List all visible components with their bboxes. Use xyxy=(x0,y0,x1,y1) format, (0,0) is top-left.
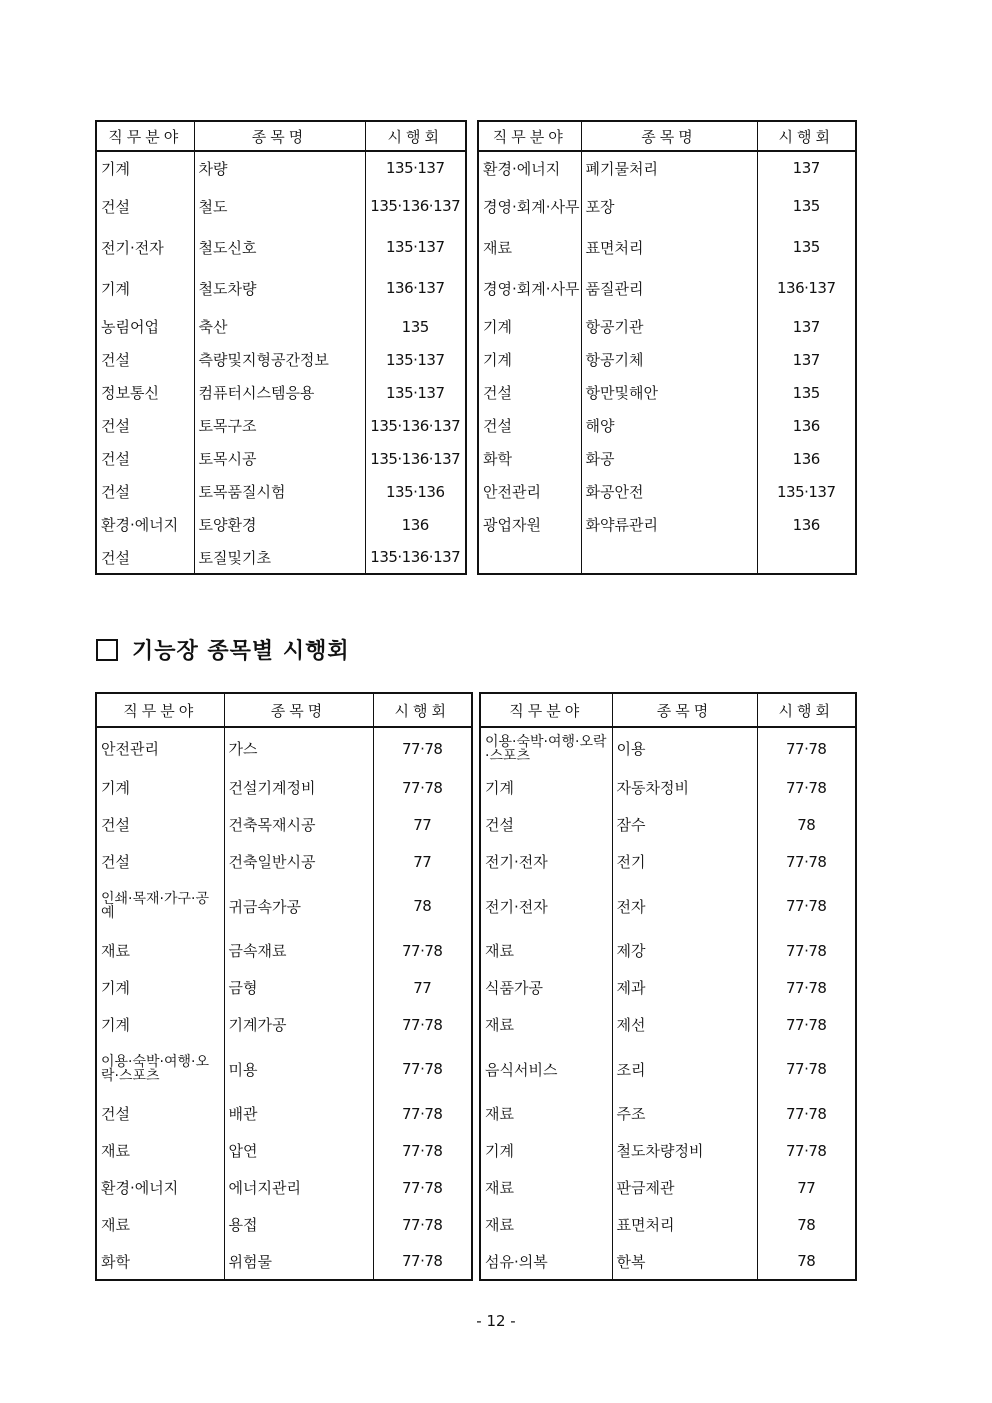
cell-item-name: 표면처리 xyxy=(612,1206,757,1243)
cell-item-name: 포장 xyxy=(581,184,757,228)
table-row xyxy=(96,442,466,475)
table-row xyxy=(96,1243,472,1280)
cell-field: 건설 xyxy=(96,184,194,228)
table-row xyxy=(96,1006,472,1043)
cell-rounds: 77 xyxy=(757,1169,856,1206)
table-row xyxy=(96,1169,472,1206)
cell-rounds: 135·137 xyxy=(365,376,466,409)
table-row xyxy=(480,769,856,806)
cell-item-name: 철도 xyxy=(194,184,365,228)
cell-item-name: 위험물 xyxy=(224,1243,373,1280)
header-field: 직무분야 xyxy=(96,693,224,727)
cell-field: 재료 xyxy=(480,932,612,969)
table-row xyxy=(478,376,856,409)
cell-item-name: 전자 xyxy=(612,880,757,932)
cell-rounds: 77·78 xyxy=(757,769,856,806)
table-row xyxy=(478,508,856,541)
table-row xyxy=(96,1132,472,1169)
cell-rounds: 77·78 xyxy=(373,1006,472,1043)
cell-field: 건설 xyxy=(96,442,194,475)
cell-item-name: 판금제관 xyxy=(612,1169,757,1206)
header-rounds: 시행회 xyxy=(757,121,856,151)
cell-rounds: 77 xyxy=(373,843,472,880)
header-item-name: 종목명 xyxy=(224,693,373,727)
cell-field: 재료 xyxy=(96,1206,224,1243)
cell-item-name: 측량및지형공간정보 xyxy=(194,343,365,376)
section-title: 기능장 종목별 시행회 xyxy=(132,638,350,664)
cell-rounds: 78 xyxy=(373,880,472,932)
cell-rounds: 136·137 xyxy=(365,266,466,310)
cell-item-name: 자동차정비 xyxy=(612,769,757,806)
header-field: 직무분야 xyxy=(96,121,194,151)
cell-field: 건설 xyxy=(96,1095,224,1132)
cell-item-name: 제과 xyxy=(612,969,757,1006)
table-row xyxy=(480,1243,856,1280)
top-left-table xyxy=(95,120,467,575)
cell-field: 기계 xyxy=(478,310,581,343)
cell-field: 재료 xyxy=(480,1206,612,1243)
table-row xyxy=(478,310,856,343)
table-row xyxy=(96,266,466,310)
cell-rounds: 77·78 xyxy=(373,1095,472,1132)
table-row xyxy=(480,843,856,880)
cell-item-name: 폐기물처리 xyxy=(581,151,757,184)
cell-item-name: 에너지관리 xyxy=(224,1169,373,1206)
cell-rounds: 135 xyxy=(757,184,856,228)
cell-item-name: 이용 xyxy=(612,727,757,769)
cell-rounds: 136 xyxy=(757,409,856,442)
cell-item-name: 화약류관리 xyxy=(581,508,757,541)
table-row xyxy=(480,1132,856,1169)
cell-field: 재료 xyxy=(96,1132,224,1169)
table-row xyxy=(96,843,472,880)
cell-rounds: 77·78 xyxy=(757,932,856,969)
cell-field: 건설 xyxy=(96,409,194,442)
cell-field xyxy=(478,541,581,574)
header-item-name: 종목명 xyxy=(612,693,757,727)
cell-field: 건설 xyxy=(96,343,194,376)
table-row xyxy=(480,1006,856,1043)
header-field: 직무분야 xyxy=(478,121,581,151)
cell-field: 정보통신 xyxy=(96,376,194,409)
cell-item-name: 가스 xyxy=(224,727,373,769)
header-item-name: 종목명 xyxy=(581,121,757,151)
table-row xyxy=(478,475,856,508)
cell-rounds: 77·78 xyxy=(373,1043,472,1095)
cell-item-name: 건축일반시공 xyxy=(224,843,373,880)
cell-field: 기계 xyxy=(96,969,224,1006)
table-row xyxy=(478,266,856,310)
cell-rounds: 135·137 xyxy=(757,475,856,508)
cell-rounds: 136·137 xyxy=(757,266,856,310)
table-row xyxy=(480,969,856,1006)
table-row xyxy=(96,1206,472,1243)
cell-item-name: 화공 xyxy=(581,442,757,475)
cell-item-name: 항만및해안 xyxy=(581,376,757,409)
cell-item-name: 배관 xyxy=(224,1095,373,1132)
cell-rounds: 137 xyxy=(757,343,856,376)
cell-item-name xyxy=(581,541,757,574)
table-row xyxy=(96,969,472,1006)
cell-field: 기계 xyxy=(96,266,194,310)
cell-item-name: 건축목재시공 xyxy=(224,806,373,843)
table-row xyxy=(96,1043,472,1095)
cell-item-name: 전기 xyxy=(612,843,757,880)
cell-field: 인쇄·목재·가구·공예 xyxy=(96,880,224,932)
cell-item-name: 토목구조 xyxy=(194,409,365,442)
table-row xyxy=(478,541,856,574)
cell-item-name: 토양환경 xyxy=(194,508,365,541)
table-row xyxy=(480,880,856,932)
cell-item-name: 항공기관 xyxy=(581,310,757,343)
cell-field: 건설 xyxy=(96,806,224,843)
cell-field: 환경·에너지 xyxy=(96,1169,224,1206)
table-row xyxy=(480,806,856,843)
cell-rounds: 77·78 xyxy=(757,969,856,1006)
cell-item-name: 잠수 xyxy=(612,806,757,843)
cell-field: 이용·숙박·여행·오락·스포츠 xyxy=(96,1043,224,1095)
cell-rounds: 77·78 xyxy=(373,1169,472,1206)
table-row xyxy=(96,475,466,508)
cell-field: 환경·에너지 xyxy=(478,151,581,184)
cell-field: 광업자원 xyxy=(478,508,581,541)
table-row xyxy=(96,1095,472,1132)
cell-field: 경영·회계·사무 xyxy=(478,184,581,228)
cell-item-name: 금형 xyxy=(224,969,373,1006)
table-row xyxy=(478,343,856,376)
cell-item-name: 건설기계정비 xyxy=(224,769,373,806)
cell-rounds: 135·136·137 xyxy=(365,409,466,442)
cell-item-name: 축산 xyxy=(194,310,365,343)
cell-rounds: 77·78 xyxy=(757,1006,856,1043)
checkbox-square-icon xyxy=(96,639,118,661)
cell-rounds: 77·78 xyxy=(373,1243,472,1280)
cell-rounds: 78 xyxy=(757,1206,856,1243)
cell-field: 기계 xyxy=(96,151,194,184)
cell-field: 기계 xyxy=(96,1006,224,1043)
cell-item-name: 철도신호 xyxy=(194,228,365,266)
cell-field: 화학 xyxy=(96,1243,224,1280)
table-row xyxy=(478,442,856,475)
cell-item-name: 압연 xyxy=(224,1132,373,1169)
cell-field: 건설 xyxy=(96,843,224,880)
section-heading xyxy=(96,634,350,665)
table-row xyxy=(478,184,856,228)
cell-field: 전기·전자 xyxy=(480,880,612,932)
cell-item-name: 철도차량 xyxy=(194,266,365,310)
cell-rounds: 77·78 xyxy=(373,727,472,769)
table-row xyxy=(96,343,466,376)
bottom-right-table xyxy=(479,692,857,1281)
table-row xyxy=(480,1043,856,1095)
cell-field: 농림어업 xyxy=(96,310,194,343)
cell-item-name: 표면처리 xyxy=(581,228,757,266)
cell-item-name: 귀금속가공 xyxy=(224,880,373,932)
table-row xyxy=(96,184,466,228)
table-row xyxy=(480,1169,856,1206)
cell-item-name: 주조 xyxy=(612,1095,757,1132)
cell-item-name: 화공안전 xyxy=(581,475,757,508)
table-row xyxy=(96,541,466,574)
cell-rounds: 77·78 xyxy=(757,727,856,769)
cell-field: 전기·전자 xyxy=(96,228,194,266)
cell-field: 건설 xyxy=(96,541,194,574)
cell-item-name: 제강 xyxy=(612,932,757,969)
cell-rounds: 135·137 xyxy=(365,151,466,184)
cell-field: 화학 xyxy=(478,442,581,475)
table-row xyxy=(480,1206,856,1243)
header-rounds: 시행회 xyxy=(373,693,472,727)
cell-rounds: 135·137 xyxy=(365,228,466,266)
cell-item-name: 제선 xyxy=(612,1006,757,1043)
cell-field: 전기·전자 xyxy=(480,843,612,880)
cell-field: 음식서비스 xyxy=(480,1043,612,1095)
table-row xyxy=(480,932,856,969)
cell-field: 재료 xyxy=(480,1006,612,1043)
cell-field: 건설 xyxy=(478,376,581,409)
table-row xyxy=(96,880,472,932)
cell-rounds: 135 xyxy=(757,228,856,266)
cell-field: 재료 xyxy=(478,228,581,266)
cell-field: 기계 xyxy=(478,343,581,376)
cell-field: 건설 xyxy=(478,409,581,442)
cell-item-name: 차량 xyxy=(194,151,365,184)
cell-rounds: 77·78 xyxy=(757,1095,856,1132)
table-row xyxy=(96,409,466,442)
cell-field: 재료 xyxy=(96,932,224,969)
cell-item-name: 미용 xyxy=(224,1043,373,1095)
cell-field: 안전관리 xyxy=(96,727,224,769)
cell-rounds xyxy=(757,541,856,574)
cell-item-name: 토질및기초 xyxy=(194,541,365,574)
cell-rounds: 77·78 xyxy=(757,1132,856,1169)
cell-item-name: 한복 xyxy=(612,1243,757,1280)
table-row xyxy=(478,228,856,266)
table-row xyxy=(480,1095,856,1132)
header-rounds: 시행회 xyxy=(757,693,856,727)
header-field: 직무분야 xyxy=(480,693,612,727)
cell-rounds: 136 xyxy=(757,442,856,475)
cell-rounds: 77·78 xyxy=(757,1043,856,1095)
cell-field: 건설 xyxy=(480,806,612,843)
table-row xyxy=(96,508,466,541)
cell-item-name: 품질관리 xyxy=(581,266,757,310)
cell-field: 재료 xyxy=(480,1169,612,1206)
cell-rounds: 136 xyxy=(365,508,466,541)
cell-rounds: 77·78 xyxy=(373,1132,472,1169)
cell-field: 식품가공 xyxy=(480,969,612,1006)
cell-item-name: 용접 xyxy=(224,1206,373,1243)
cell-field: 기계 xyxy=(480,769,612,806)
cell-rounds: 137 xyxy=(757,310,856,343)
cell-field: 섬유·의복 xyxy=(480,1243,612,1280)
cell-rounds: 135·137 xyxy=(365,343,466,376)
page-number: - 12 - xyxy=(476,1312,516,1330)
cell-rounds: 135 xyxy=(757,376,856,409)
cell-item-name: 컴퓨터시스템응용 xyxy=(194,376,365,409)
cell-rounds: 135·136 xyxy=(365,475,466,508)
cell-rounds: 77·78 xyxy=(757,880,856,932)
cell-item-name: 해양 xyxy=(581,409,757,442)
table-row xyxy=(96,310,466,343)
cell-field: 기계 xyxy=(480,1132,612,1169)
table-row xyxy=(480,727,856,769)
cell-item-name: 금속재료 xyxy=(224,932,373,969)
table-row xyxy=(96,151,466,184)
cell-field: 경영·회계·사무 xyxy=(478,266,581,310)
header-item-name: 종목명 xyxy=(194,121,365,151)
cell-rounds: 135·136·137 xyxy=(365,442,466,475)
table-row xyxy=(96,806,472,843)
cell-item-name: 철도차량정비 xyxy=(612,1132,757,1169)
cell-rounds: 135·136·137 xyxy=(365,184,466,228)
cell-rounds: 77·78 xyxy=(373,1206,472,1243)
cell-item-name: 토목시공 xyxy=(194,442,365,475)
bottom-left-table xyxy=(95,692,473,1281)
cell-rounds: 77·78 xyxy=(373,769,472,806)
cell-field: 건설 xyxy=(96,475,194,508)
cell-item-name: 토목품질시험 xyxy=(194,475,365,508)
header-rounds: 시행회 xyxy=(365,121,466,151)
cell-rounds: 137 xyxy=(757,151,856,184)
cell-rounds: 77 xyxy=(373,806,472,843)
table-row xyxy=(96,228,466,266)
cell-rounds: 77·78 xyxy=(373,932,472,969)
table-row xyxy=(478,409,856,442)
cell-item-name: 조리 xyxy=(612,1043,757,1095)
cell-rounds: 135·136·137 xyxy=(365,541,466,574)
cell-rounds: 78 xyxy=(757,1243,856,1280)
table-row xyxy=(96,727,472,769)
table-row xyxy=(96,932,472,969)
cell-field: 이용·숙박·여행·오락·스포츠 xyxy=(480,727,612,769)
cell-field: 재료 xyxy=(480,1095,612,1132)
cell-item-name: 항공기체 xyxy=(581,343,757,376)
cell-field: 환경·에너지 xyxy=(96,508,194,541)
table-row xyxy=(96,769,472,806)
table-row xyxy=(96,376,466,409)
cell-field: 안전관리 xyxy=(478,475,581,508)
cell-field: 기계 xyxy=(96,769,224,806)
cell-rounds: 78 xyxy=(757,806,856,843)
cell-rounds: 136 xyxy=(757,508,856,541)
top-right-table xyxy=(477,120,857,575)
cell-rounds: 77·78 xyxy=(757,843,856,880)
cell-item-name: 기계가공 xyxy=(224,1006,373,1043)
cell-rounds: 77 xyxy=(373,969,472,1006)
table-row xyxy=(478,151,856,184)
cell-rounds: 135 xyxy=(365,310,466,343)
